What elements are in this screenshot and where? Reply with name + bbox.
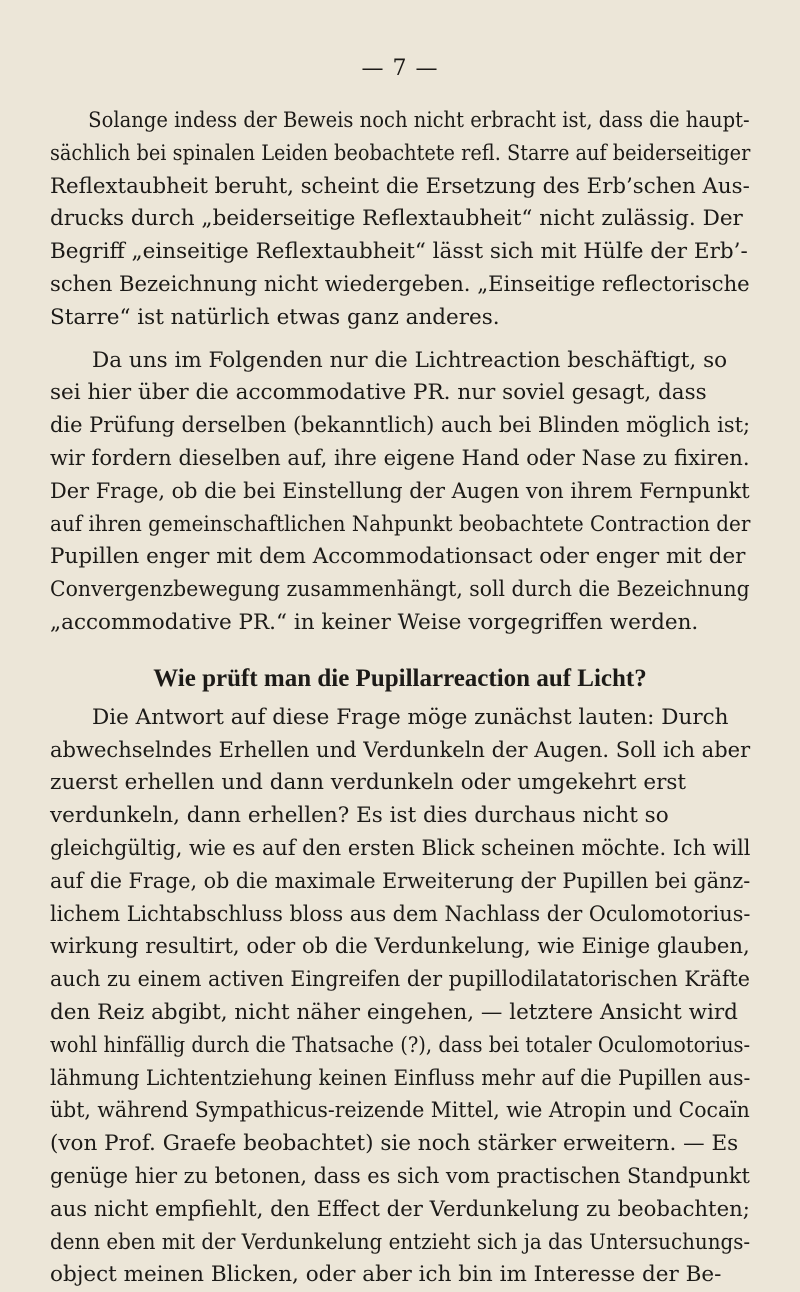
text-line: Da uns im Folgenden nur die Lichtreaction beschäftigt, so xyxy=(92,347,728,373)
text-line: denn eben mit der Verdunkelung entzieht sich ja das Untersuchungs- xyxy=(50,1229,751,1255)
text-line: Starre“ ist natürlich etwas ganz anderes. xyxy=(50,304,500,330)
paragraph xyxy=(50,702,750,1292)
text-line: sächlich bei spinalen Leiden beobachtete refl. Starre auf beiderseitiger xyxy=(50,140,751,166)
text-line: drucks durch „beiderseitige Reflextaubheit“ nicht zulässig. Der xyxy=(50,206,743,232)
text-line: (von Prof. Graefe beobachtet) sie noch stärker erweitern. — Es xyxy=(50,1131,739,1157)
text-line: wohl hinfällig durch die Thatsache (?), dass bei totaler Oculomotorius- xyxy=(50,1032,751,1058)
text-line: Convergenzbewegung zusammenhängt, soll durch die Bezeichnung xyxy=(50,577,750,603)
paragraph xyxy=(50,105,750,335)
text-line: Pupillen enger mit dem Accommodationsact oder enger mit der xyxy=(50,544,746,570)
text-line: Solange indess der Beweis noch nicht erbracht ist, dass die haupt- xyxy=(88,108,750,133)
text-line: genüge hier zu betonen, dass es sich vom practischen Standpunkt xyxy=(50,1163,750,1189)
text-line: sei hier über die accommodative PR. nur soviel gesagt, dass xyxy=(50,380,707,406)
text-line: lähmung Lichtentziehung keinen Einfluss mehr auf die Pupillen aus- xyxy=(50,1065,751,1091)
text-line: object meinen Blicken, oder aber ich bin im Interesse der Be- xyxy=(50,1262,722,1288)
text-line: Begriff „einseitige Reflextaubheit“ lässt sich mit Hülfe der Erb’- xyxy=(50,239,748,265)
text-line: abwechselndes Erhellen und Verdunkeln der Augen. Soll ich aber xyxy=(50,737,751,763)
text-line: zuerst erhellen und dann verdunkeln oder umgekehrt erst xyxy=(50,770,687,796)
body-section-bottom xyxy=(50,702,750,1292)
text-line: wirkung resultirt, oder ob die Verdunkelung, wie Einige glauben, xyxy=(50,934,750,960)
text-line: den Reiz abgibt, nicht näher eingehen, — letztere Ansicht wird xyxy=(50,999,738,1025)
paragraph xyxy=(50,345,750,640)
text-line: aus nicht empfiehlt, den Effect der Verdunkelung zu beobachten; xyxy=(50,1196,750,1222)
text-line: auf ihren gemeinschaftlichen Nahpunkt beobachtete Contraction der xyxy=(50,511,751,537)
text-line: Reflextaubheit beruht, scheint die Ersetzung des Erb’schen Aus- xyxy=(50,173,750,199)
text-line: übt, während Sympathicus-reizende Mittel, wie Atropin und Cocaïn xyxy=(50,1098,750,1124)
page-number: — 7 — xyxy=(361,56,439,81)
text-line: wir fordern dieselben auf, ihre eigene Hand oder Nase zu fixiren. xyxy=(50,445,750,471)
text-line: verdunkeln, dann erhellen? Es ist dies durchaus nicht so xyxy=(50,803,669,829)
text-line: Die Antwort auf diese Frage möge zunächst lauten: Durch xyxy=(92,704,729,730)
text-line: auf die Frage, ob die maximale Erweiterung der Pupillen bei gänz- xyxy=(50,868,751,894)
text-line: auch zu einem activen Eingreifen der pupillodilatatorischen Kräfte xyxy=(50,967,751,993)
text-line: die Prüfung derselben (bekanntlich) auch bei Blinden möglich ist; xyxy=(50,413,751,439)
text-line: „accommodative PR.“ in keiner Weise vorgegriffen werden. xyxy=(50,609,699,635)
body-section-top xyxy=(50,105,750,640)
text-line: Der Frage, ob die bei Einstellung der Augen von ihrem Fernpunkt xyxy=(50,478,750,504)
section-heading: Wie prüft man die Pupillarreaction auf Licht? xyxy=(153,664,647,692)
text-line: lichem Lichtabschluss bloss aus dem Nachlass der Oculomotorius- xyxy=(50,901,751,927)
text-line: schen Bezeichnung nicht wiedergeben. „Einseitige reflectorische xyxy=(50,271,750,297)
text-line: gleichgültig, wie es auf den ersten Blick scheinen möchte. Ich will xyxy=(50,835,751,861)
